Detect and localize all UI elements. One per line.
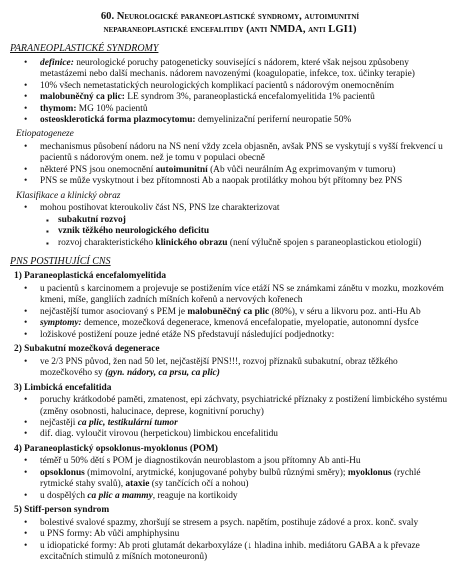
sps-list bbox=[10, 518, 450, 564]
subsection-heading-2: 2) Subakutní mozečková degenerace bbox=[14, 344, 160, 355]
list-item: • malobuněčný ca plic: LE syndrom 3%, paraneoplastická encefalomyelitida 1% pacientů bbox=[10, 92, 450, 103]
subsection-heading-5: 5) Stiff-person syndrom bbox=[14, 505, 110, 516]
list-item: • poruchy krátkodobé paměti, zmatenost, epi záchvaty, psychiatrické příznaky z postižení limbického systému (změny osobnosti, halucinace, deprese, kognitivní poruchy) bbox=[10, 395, 450, 418]
sub-list-item: ▪ vznik těžkého neurologického deficitu bbox=[10, 226, 450, 237]
list-item: • nejčastěji ca plic, testikulární tumor bbox=[10, 418, 450, 429]
paraneoplastic-list bbox=[10, 58, 450, 127]
klas-list bbox=[10, 203, 450, 249]
list-item: • u pacientů s karcinomem a projevuje se postižením více etáží NS se známkami zánětu v mozku, mozkovém kmeni, míše, gangliích zadních míšních kořenů a nervových kořenech bbox=[10, 284, 450, 307]
list-item: • nejčastější tumor asociovaný s PEM je malobuněčný ca plic (80%), v séru a likvoru poz. anti-Hu Ab bbox=[10, 307, 450, 318]
sub-list-item: ▪ subakutní rozvoj bbox=[10, 215, 450, 226]
page-title bbox=[10, 10, 450, 36]
subsection-heading-4: 4) Paraneoplastický opsoklonus-myoklonus (POM) bbox=[14, 443, 218, 454]
le-list bbox=[10, 395, 450, 441]
list-item: • u idiopatické formy: Ab proti glutamát dekarboxyláze (↓ hladina inhib. mediátoru GABA a k převaze excitačních stimulů z míšních motoneuronů) bbox=[10, 541, 450, 564]
pem-list bbox=[10, 284, 450, 341]
sub-list-item: ▪ rozvoj charakteristického klinického obrazu (není výlučně spojen s paraneoplastickou etiologií) bbox=[10, 238, 450, 249]
subheading-etiopatogeneze: Etiopatogeneze bbox=[16, 129, 74, 140]
subsection-heading-1: 1) Paraneoplastická encefalomyelitida bbox=[14, 271, 167, 282]
etio-list bbox=[10, 142, 450, 188]
smd-list bbox=[10, 357, 450, 380]
list-item: • PNS se může vyskytnout i bez přítomnosti Ab a naopak protilátky mohou být přítomny bez PNS bbox=[10, 176, 450, 187]
list-item: • symptomy: demence, mozečková degenerace, kmenová encefalopatie, myelopatie, autonomní dysfce bbox=[10, 318, 450, 329]
list-item: • definice: neurologické poruchy patogeneticky související s nádorem, které však nejsou způsobeny metastázemi nebo další mechanis. nádorem navozenými (koagulopatie, infekce, tox. účinky terapie) bbox=[10, 58, 450, 81]
list-item: • téměř u 50% dětí s POM je diagnostikován neuroblastom a jsou přítomny Ab anti-Hu bbox=[10, 456, 450, 467]
list-item: • dif. diag. vyloučit virovou (herpetickou) limbickou encefalitidu bbox=[10, 429, 450, 440]
title-line-1: 60. Neurologické paraneoplastické syndromy, autoimunitní bbox=[100, 11, 360, 22]
pom-list bbox=[10, 456, 450, 502]
list-item: • mohou postihovat kteroukoliv část NS, PNS lze charakterizovat bbox=[10, 203, 450, 214]
list-item: • thymom: MG 10% pacientů bbox=[10, 104, 450, 115]
list-item: • mechanismus působení nádoru na NS není vždy zcela objasněn, avšak PNS se vyskytují s vyšší frekvencí u pacientů s nádorovým onem. než je tomu v populaci obecně bbox=[10, 142, 450, 165]
section-heading-paraneoplastic: PARANEOPLASTICKÉ SYNDROMY bbox=[10, 43, 159, 55]
list-item: • ve 2/3 PNS původ, žen nad 50 let, nejčastější PNS!!!, rozvoj příznaků subakutní, obraz těžkého mozečkového sy (gyn. nádory, ca prsu, ca plic) bbox=[10, 357, 450, 380]
list-item: • u dospělých ca plic a mammy, reaguje na kortikoidy bbox=[10, 491, 450, 502]
subsection-heading-3: 3) Limbická encefalitida bbox=[14, 382, 112, 393]
subheading-klasifikace: Klasifikace a klinický obraz bbox=[16, 190, 121, 201]
section-heading-pns-cns: PNS POSTIHUJÍCÍ CNS bbox=[10, 256, 111, 268]
list-item: • 10% všech nemetastatických neurologických komplikací pacientů s nádorovým onemocněním bbox=[10, 81, 450, 92]
list-item: • opsoklonus (mimovolní, arytmické, konjugované pohyby bulbů různými směry); myoklonus (rychlé rytmické stahy svalů), ataxie (sy tančících očí a nohou) bbox=[10, 468, 450, 491]
list-item: • ložiskové postižení pouze jedné etáže NS představují následující podjednotky: bbox=[10, 330, 450, 341]
list-item: • osteosklerotická forma plazmocytomu: demyelinizační periferní neuropatie 50% bbox=[10, 115, 450, 126]
list-item: • některé PNS jsou onemocnění autoimunitní (Ab vůči neurálním Ag exprimovaným v tumoru) bbox=[10, 165, 450, 176]
list-item: • bolestivé svalové spazmy, zhoršují se stresem a psych. napětím, postihuje zádové a prox. konč. svaly bbox=[10, 518, 450, 529]
title-line-2: neparaneoplastické encefalitidy (anti NMDA, anti LGI1) bbox=[103, 24, 357, 36]
list-item: • u PNS formy: Ab vůči amphiphysinu bbox=[10, 529, 450, 540]
